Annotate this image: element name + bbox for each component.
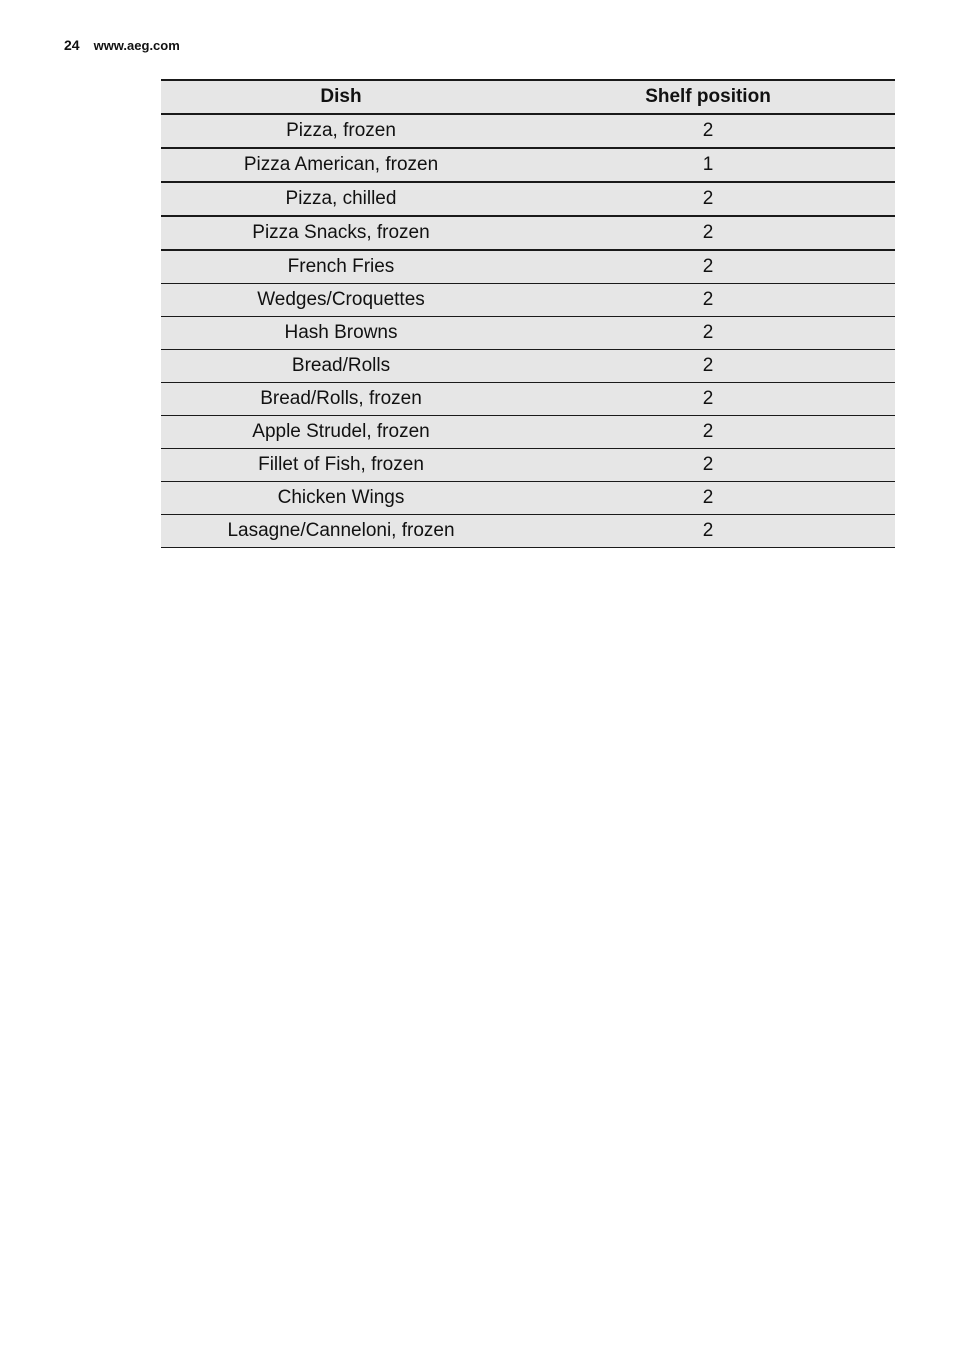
dish-cell: Pizza Snacks, frozen [161,216,521,250]
dish-cell: Hash Browns [161,317,521,350]
shelf-cell: 2 [521,350,895,383]
dish-cell: Chicken Wings [161,482,521,515]
shelf-cell: 2 [521,284,895,317]
table-row [161,317,895,350]
shelf-cell: 2 [521,482,895,515]
dish-cell: Pizza American, frozen [161,148,521,182]
page-header [64,37,180,53]
table-row [161,148,895,182]
shelf-position-table [161,79,895,548]
dish-cell: French Fries [161,250,521,284]
dish-cell: Pizza, frozen [161,114,521,148]
dish-cell: Apple Strudel, frozen [161,416,521,449]
shelf-cell: 2 [521,515,895,548]
dish-cell: Wedges/Croquettes [161,284,521,317]
table-row [161,216,895,250]
shelf-cell: 2 [521,449,895,482]
dish-cell: Bread/Rolls [161,350,521,383]
table-header-row [161,80,895,114]
shelf-cell: 2 [521,250,895,284]
shelf-cell: 2 [521,182,895,216]
shelf-cell: 1 [521,148,895,182]
dish-cell: Lasagne/Canneloni, frozen [161,515,521,548]
column-header-dish: Dish [161,80,521,114]
table-row [161,383,895,416]
table-row [161,416,895,449]
table-row [161,449,895,482]
dish-cell: Fillet of Fish, frozen [161,449,521,482]
shelf-cell: 2 [521,216,895,250]
shelf-cell: 2 [521,317,895,350]
dish-cell: Pizza, chilled [161,182,521,216]
shelf-cell: 2 [521,114,895,148]
table-row [161,114,895,148]
table-row [161,284,895,317]
table-row [161,182,895,216]
dish-cell: Bread/Rolls, frozen [161,383,521,416]
shelf-cell: 2 [521,416,895,449]
table-row [161,515,895,548]
page-number: 24 [64,37,80,53]
table-row [161,482,895,515]
shelf-cell: 2 [521,383,895,416]
column-header-shelf-position: Shelf position [521,80,895,114]
site-url: www.aeg.com [93,38,180,53]
table-row [161,250,895,284]
table-row [161,350,895,383]
shelf-position-table-container [161,79,895,548]
